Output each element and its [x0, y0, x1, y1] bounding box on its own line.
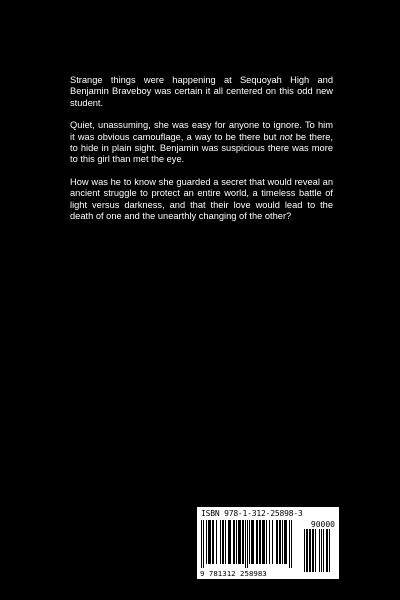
isbn-label: ISBN 978-1-312-25898-3: [201, 509, 303, 518]
blurb-emphasis: not: [279, 131, 293, 142]
blurb-paragraph-2-text-a: Quiet, unassuming, she was easy for anyone to ignore. To him it was obvious camouflage, a way to be there but: [70, 120, 333, 142]
barcode-bar: [321, 529, 322, 572]
ean-digits: 9 781312 258983: [200, 569, 267, 578]
barcode-bar: [279, 520, 281, 564]
barcode-bar: [220, 520, 221, 564]
barcode-bar: [259, 520, 261, 564]
barcode-bar: [289, 520, 290, 568]
barcode-bar: [323, 529, 324, 572]
barcode-bar: [216, 520, 217, 564]
barcode-bar: [256, 520, 258, 564]
barcode-bar: [201, 520, 202, 568]
barcode-bar: [249, 520, 250, 564]
barcode-bar: [309, 529, 311, 572]
barcode-bar: [272, 520, 273, 564]
isbn-barcode-block: [197, 507, 339, 579]
barcode-bar: [315, 529, 316, 572]
addon-barcode-bars: [304, 529, 334, 572]
barcode-bar: [212, 520, 214, 564]
barcode-bar: [233, 520, 235, 564]
barcode-bar: [222, 520, 224, 564]
back-cover-blurb: [70, 75, 333, 233]
price-code: 90000: [310, 520, 335, 529]
barcode-bar: [251, 520, 254, 564]
barcode-bar: [304, 529, 305, 572]
barcode-bar: [284, 520, 287, 564]
barcode-bar: [326, 529, 328, 572]
blurb-paragraph-2-text-b: be there, to hide in plain sight. Benjamin was suspicious there was more to this girl than met the eye.: [70, 131, 333, 165]
barcode-bar: [208, 520, 211, 564]
barcode-bar: [269, 520, 270, 564]
barcode-bar: [206, 520, 207, 564]
barcode-bar: [236, 520, 237, 564]
barcode-bar: [247, 520, 248, 568]
barcode-bar: [266, 520, 267, 564]
barcode-bar: [225, 520, 226, 564]
blurb-paragraph-3: How was he to know she guarded a secret that would reveal an ancient struggle to protect an entire world, a timeless battle of light versus darkness, and that their love would lead to the death of one and the unearthly changing of the other?: [70, 176, 333, 222]
barcode-bar: [245, 520, 246, 568]
barcode-bar: [329, 529, 330, 572]
barcode-bar: [319, 529, 320, 572]
barcode-bar: [228, 520, 231, 564]
barcode-bar: [312, 529, 314, 572]
barcode-bar: [306, 529, 308, 572]
barcode-bar: [291, 520, 292, 568]
blurb-paragraph-1: Strange things were happening at Sequoyah High and Benjamin Braveboy was certain it all centered on this odd new student.: [70, 75, 333, 108]
barcode-bar: [203, 520, 204, 568]
barcode-bar: [238, 520, 241, 564]
barcode-bar: [242, 520, 244, 564]
barcode-bar: [282, 520, 283, 564]
ean-barcode-bars: [201, 520, 299, 572]
blurb-paragraph-2: [70, 120, 333, 166]
barcode-bar: [262, 520, 265, 564]
barcode-bar: [276, 520, 278, 564]
